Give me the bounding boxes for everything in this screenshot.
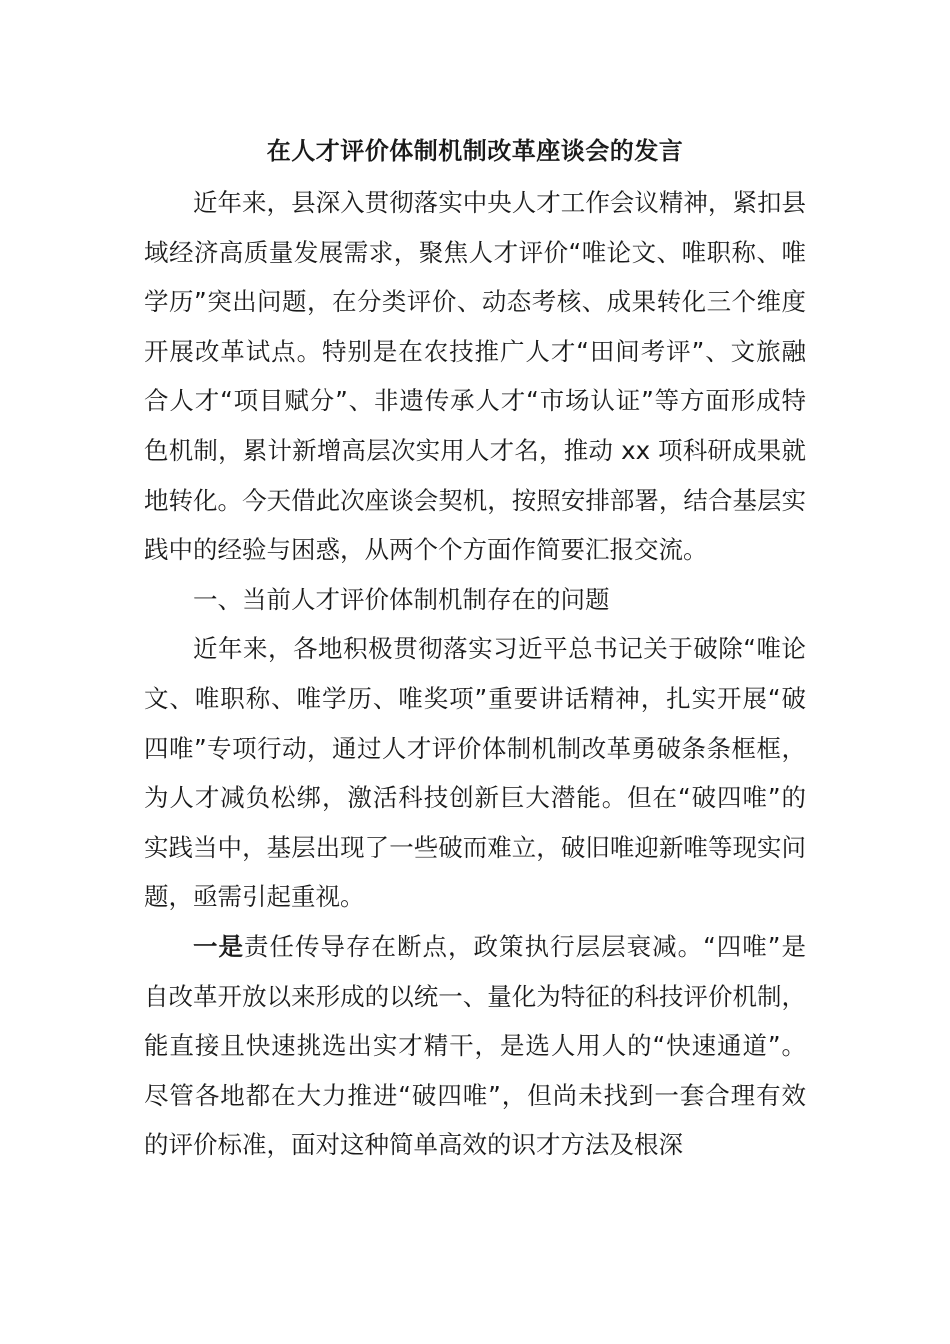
intro-paragraph: 近年来，县深入贯彻落实中央人才工作会议精神，紧扣县域经济高质量发展需求，聚焦人才评价“唯论文、唯职称、唯学历”突出问题，在分类评价、动态考核、成果转化三个维度开展改革试点。特别是在农技推广人才“田间考评”、文旅融合人才“项目赋分”、非遗传承人才“市场认证”等方面形成特色机制，累计新增高层次实用人才名，推动 xx 项科研成果就地转化。今天借此次座谈会契机，按照安排部署，结合基层实践中的经验与困惑，从两个个方面作简要汇报交流。 [144, 188, 806, 565]
point-one-paragraph [144, 922, 806, 1170]
point-one-text: 责任传导存在断点，政策执行层层衰减。“四唯”是自改革开放以来形成的以统一、量化为特征的科技评价机制，能直接且快速挑选出实才精干，是选人用人的“快速通道”。尽管各地都在大力推进“破四唯”，但尚未找到一套合理有效的评价标准，面对这种简单高效的识才方法及根深 [144, 931, 806, 1160]
point-one-lead: 一是 [193, 931, 245, 961]
document-body [144, 178, 806, 1170]
document-title: 在人才评价体制机制改革座谈会的发言 [266, 137, 684, 165]
background-paragraph: 近年来，各地积极贯彻落实习近平总书记关于破除“唯论文、唯职称、唯学历、唯奖项”重要讲话精神，扎实开展“破四唯”专项行动，通过人才评价体制机制改革勇破条条框框，为人才减负松绑，激活科技创新巨大潜能。但在“破四唯”的实践当中，基层出现了一些破而难立，破旧唯迎新唯等现实问题，亟需引起重视。 [144, 634, 806, 912]
section-heading: 一、当前人才评价体制机制存在的问题 [193, 584, 610, 614]
